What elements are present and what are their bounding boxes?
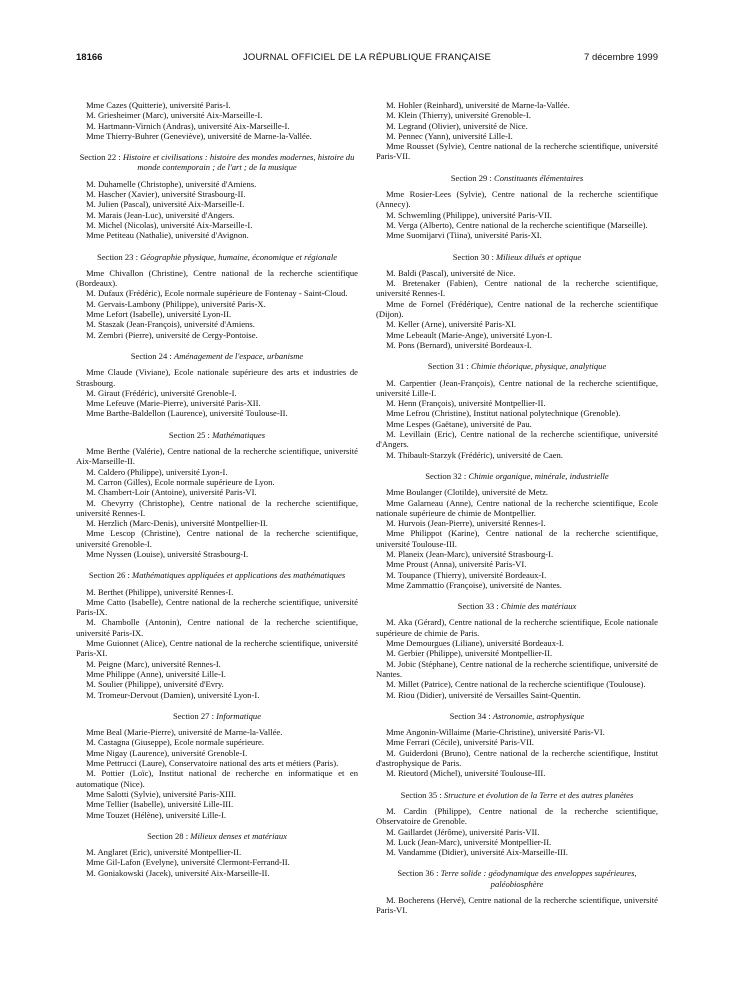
appointee-entry: M. Giraut (Frédéric), université Grenoble-I. [86, 387, 237, 398]
appointee-entry: M. Gerbier (Philippe), université Montpellier-II. [386, 648, 553, 659]
appointee-entry: M. Thibault-Starzyk (Frédéric), université de Caen. [386, 449, 563, 460]
appointee-entry: M. Michel (Nicolas), université Aix-Marseille-I. [86, 219, 253, 230]
section-block [376, 173, 658, 241]
appointee-entry: M. Riou (Didier), université de Versailles Saint-Quentin. [386, 689, 581, 700]
appointee-entry: M. Goniakowski (Jacek), université Aix-Marseille-II. [86, 867, 270, 878]
section-block [76, 351, 358, 419]
section-block [376, 471, 658, 590]
appointee-entry: M. Hartmann-Virnich (Andras), université Aix-Marseille-I. [86, 120, 290, 131]
appointee-entry: Mme Tellier (Isabelle), université Lille-III. [86, 799, 234, 810]
appointee-entry: Mme Barthe-Baldellon (Laurence), université Toulouse-II. [86, 408, 288, 419]
section-title: Terre solide : géodynamique des enveloppes supérieures, paléobiosphère [440, 868, 637, 889]
appointee-entry: Mme Lebeault (Marie-Ange), université Lyon-I. [386, 329, 553, 340]
section-label: Section 34 : [449, 710, 491, 721]
appointee-entry: M. Hohler (Reinhard), université de Marne-la-Vallée. [386, 100, 570, 110]
section-label: Section 27 : [172, 710, 215, 721]
appointee-entry: Mme Ferrari (Cécile), université Paris-VII. [386, 737, 534, 748]
section-title: Milieux denses et matériaux [190, 830, 287, 841]
appointee-entry: M. Griesheimer (Marc), université Aix-Marseille-I. [86, 110, 263, 121]
appointee-entry: M. Duhamelle (Christophe), université d'Amiens. [86, 178, 257, 189]
section-block [76, 831, 358, 878]
appointee-entry: M. Hascher (Xavier), université Strasbourg-II. [86, 189, 246, 200]
section-label: Section 23 : [96, 251, 138, 262]
page-header [76, 52, 658, 66]
section-block [376, 100, 658, 162]
appointee-entry: Mme Berthe (Valérie), Centre national de la recherche scientifique, université Aix-Marseille-II. [76, 446, 358, 467]
appointee-entry: Mme Proust (Anna), université Paris-VI. [386, 559, 527, 570]
section-heading [76, 570, 358, 580]
section-heading [376, 173, 658, 183]
section-label: Section 25 : [168, 429, 210, 440]
appointee-entry: M. Julien (Pascal), université Aix-Marseille-I. [86, 199, 245, 210]
appointee-entry: M. Chambert-Loir (Antoine), université Paris-VI. [86, 487, 257, 498]
appointee-entry: Mme Lefeuve (Marie-Pierre), université Paris-XII. [86, 398, 261, 409]
section-title: Informatique [216, 710, 262, 721]
section-label: Section 31 : [427, 361, 469, 372]
appointee-entry: M. Keller (Arne), université Paris-XI. [386, 319, 517, 330]
section-heading [76, 831, 358, 841]
section-label: Section 24 : [130, 350, 172, 361]
appointee-entry: M. Herzlich (Marc-Denis), université Montpellier-II. [86, 518, 268, 529]
section-title: Milieux dilués et optique [496, 251, 582, 262]
appointee-entry: M. Peigne (Marc), université Rennes-I. [86, 658, 221, 669]
appointee-entry: M. Schwemling (Philippe), université Paris-VII. [386, 209, 552, 220]
appointee-entry: Mme Gil-Lafon (Evelyne), université Clermont-Ferrand-II. [86, 857, 290, 868]
appointee-entry: Mme Cazes (Quitterie), université Paris-I. [86, 100, 231, 110]
appointee-entry: M. Baldi (Pascal), université de Nice. [386, 267, 516, 278]
appointee-entry: M. Anglaret (Eric), université Montpellier-II. [86, 847, 242, 858]
appointee-entry: Mme Rosier-Lees (Sylvie), Centre national de la recherche scientifique (Annecy). [376, 189, 658, 210]
appointee-entry: Mme Philippe (Anne), université Lille-I. [86, 668, 226, 679]
appointee-entry: M. Gervais-Lambony (Philippe), université Paris-X. [86, 298, 266, 309]
appointee-entry: Mme Nigay (Laurence), université Grenoble-I. [86, 747, 248, 758]
appointee-entry: M. Verga (Alberto), Centre national de la recherche scientifique (Marseille). [386, 219, 648, 230]
appointee-entry: M. Castagna (Giuseppe), Ecole normale supérieure. [86, 737, 265, 748]
appointee-entry: Mme de Fornel (Frédérique), Centre national de la recherche scientifique (Dijon). [376, 298, 658, 320]
section-block [76, 100, 358, 141]
section-heading [76, 252, 358, 262]
appointee-entry: Mme Galarneau (Anne), Centre national de la recherche scientifique, Ecole nationale supérieure de chimie de Montpellier. [376, 497, 658, 518]
appointee-entry: M. Dufaux (Frédéric), Ecole normale supérieure de Fontenay - Saint-Cloud. [86, 288, 348, 299]
appointee-entry: Mme Thierry-Buhrer (Geneviève), université de Marne-la-Vallée. [86, 130, 312, 141]
appointee-entry: Mme Boulanger (Clotilde), université de Metz. [386, 487, 549, 498]
appointee-entry: Mme Demourgues (Liliane), université Bordeaux-I. [386, 638, 564, 649]
appointee-entry: M. Tromeur-Dervout (Damien), université Lyon-I. [86, 689, 260, 700]
appointee-entry: M. Luck (Jean-Marc), université Montpellier-II. [386, 836, 552, 847]
appointee-entry: M. Levillain (Eric), Centre national de la recherche scientifique, université d'Angers. [376, 429, 658, 450]
appointee-entry: M. Staszak (Jean-François), université d'Amiens. [86, 319, 255, 330]
section-title: Aménagement de l'espace, urbanisme [173, 350, 304, 361]
appointee-entry: Mme Catto (Isabelle), Centre national de la recherche scientifique, université Paris-IX. [76, 596, 358, 618]
section-block [76, 252, 358, 340]
section-label: Section 22 : [79, 152, 121, 163]
appointee-entry: M. Aka (Gérard), Centre national de la recherche scientifique, Ecole nationale supérieure de chimie de Paris. [376, 617, 658, 638]
section-title: Mathématiques [212, 429, 266, 440]
appointee-entry: Mme Nyssen (Louise), université Strasbourg-I. [86, 548, 249, 559]
left-column [76, 100, 358, 889]
appointee-entry: M. Henn (François), université Montpellier-II. [386, 398, 546, 409]
section-block [76, 570, 358, 700]
appointee-entry: M. Pottier (Loïc), Institut national de recherche en informatique et en automatique (Nice). [76, 768, 358, 789]
section-label: Section 35 : [400, 789, 442, 800]
appointee-entry: M. Guiderdoni (Bruno), Centre national de la recherche scientifique, Institut d'astrophysique de Paris. [376, 747, 658, 769]
section-block [376, 601, 658, 700]
appointee-entry: M. Hurvois (Jean-Pierre), université Rennes-I. [386, 518, 546, 529]
section-block [376, 868, 658, 915]
right-column [376, 100, 658, 927]
section-heading [76, 711, 358, 721]
appointee-entry: M. Carron (Gilles), Ecole normale supérieure de Lyon. [86, 476, 275, 487]
section-title: Astronomie, astrophysique [492, 710, 585, 721]
appointee-entry: M. Pons (Bernard), université Bordeaux-I. [386, 339, 532, 350]
section-label: Section 36 : [397, 868, 439, 879]
appointee-entry: M. Carpentier (Jean-François), Centre national de la recherche scientifique, université Lille-I. [376, 377, 658, 398]
appointee-entry: M. Bretenaker (Fabien), Centre national de la recherche scientifique, université Rennes-I. [376, 278, 658, 299]
appointee-entry: M. Vandamme (Didier), université Aix-Marseille-III. [386, 847, 568, 858]
appointee-entry: Mme Rousset (Sylvie), Centre national de la recherche scientifique, université Paris-VII. [376, 141, 658, 162]
issue-date: 7 décembre 1999 [584, 52, 658, 63]
section-heading [76, 152, 358, 173]
section-heading [376, 711, 658, 721]
appointee-entry: Mme Angonin-Willaime (Marie-Christine), université Paris-VI. [386, 727, 605, 738]
journal-title: JOURNAL OFFICIEL DE LA RÉPUBLIQUE FRANÇAISE [242, 52, 492, 63]
appointee-entry: M. Soulier (Philippe), université d'Evry. [86, 679, 224, 690]
appointee-entry: M. Chevyrry (Christophe), Centre national de la recherche scientifique, université Rennes-I. [76, 497, 358, 518]
section-block [76, 711, 358, 820]
appointee-entry: Mme Petiteau (Nathalie), université d'Avignon. [86, 230, 249, 241]
appointee-entry: M. Rieutord (Michel), université Toulouse-III. [386, 768, 546, 779]
section-title: Constituants élémentaires [494, 172, 584, 183]
appointee-entry: Mme Touzet (Hélène), université Lille-I. [86, 809, 227, 820]
section-title: Histoire et civilisations : histoire des mondes modernes, histoire du monde contemporain ; de l'art ; de la musique [122, 152, 355, 173]
section-heading [376, 601, 658, 611]
section-title: Chimie des matériaux [500, 601, 577, 612]
section-block [76, 430, 358, 560]
section-label: Section 30 : [452, 251, 494, 262]
appointee-entry: Mme Claude (Viviane), Ecole nationale supérieure des arts et industries de Strasbourg. [76, 367, 358, 388]
section-block [376, 711, 658, 779]
section-block [376, 252, 658, 351]
appointee-entry: M. Klein (Thierry), université Grenoble-I. [386, 110, 531, 121]
appointee-entry: Mme Pettrucci (Laure), Conservatoire national des arts et métiers (Paris). [86, 758, 339, 769]
appointee-entry: Mme Lefrou (Christine), Institut national polytechnique (Grenoble). [386, 408, 621, 419]
appointee-entry: Mme Lefort (Isabelle), université Lyon-II. [86, 309, 232, 320]
page-number: 18166 [76, 52, 103, 63]
appointee-entry: Mme Suomijarvi (Tiina), université Paris-XI. [386, 230, 542, 241]
appointee-entry: M. Berthet (Philippe), université Rennes-I. [86, 586, 234, 597]
section-heading [76, 430, 358, 440]
section-title: Structure et évolution de la Terre et des autres planètes [443, 789, 634, 800]
appointee-entry: M. Legrand (Olivier), université de Nice. [386, 120, 528, 131]
section-block [376, 790, 658, 858]
appointee-entry: M. Pennec (Yann), université Lille-I. [386, 130, 513, 141]
appointee-entry: M. Caldero (Philippe), université Lyon-I. [86, 466, 228, 477]
appointee-entry: Mme Lescop (Christine), Centre national de la recherche scientifique, université Grenoble-I. [76, 528, 358, 549]
section-heading [376, 361, 658, 371]
appointee-entry: M. Planeix (Jean-Marc), université Strasbourg-I. [386, 548, 554, 559]
section-label: Section 28 : [147, 830, 189, 841]
section-title: Géographie physique, humaine, économique et régionale [140, 251, 338, 262]
section-block [76, 152, 358, 240]
section-block [376, 361, 658, 460]
section-title: Chimie organique, minérale, industrielle [468, 470, 609, 481]
appointee-entry: Mme Zammattio (Françoise), université de Nantes. [386, 579, 562, 590]
appointee-entry: Mme Lespes (Gaëtane), université de Pau. [386, 418, 532, 429]
appointee-entry: Mme Beal (Marie-Pierre), université de Marne-la-Vallée. [86, 727, 283, 738]
appointee-entry: M. Gaillardet (Jérôme), université Paris-VII. [386, 826, 540, 837]
appointee-entry: Mme Guionnet (Alice), Centre national de la recherche scientifique, université Paris-XI. [76, 638, 358, 659]
section-heading [376, 790, 658, 800]
appointee-entry: M. Bocherens (Hervé), Centre national de la recherche scientifique, université Paris-VI. [376, 895, 658, 916]
appointee-entry: M. Cardin (Philippe), Centre national de la recherche scientifique, Observatoire de Grenoble. [376, 805, 658, 827]
section-title: Mathématiques appliquées et applications des mathématiques [132, 570, 346, 581]
section-label: Section 29 : [450, 172, 492, 183]
appointee-entry: Mme Philippot (Karine), Centre national de la recherche scientifique, université Toulouse-III. [376, 528, 658, 549]
section-heading [376, 252, 658, 262]
appointee-entry: Mme Salotti (Sylvie), université Paris-XIII. [86, 788, 236, 799]
section-heading [76, 351, 358, 361]
section-label: Section 32 : [425, 470, 467, 481]
appointee-entry: M. Marais (Jean-Luc), université d'Angers. [86, 209, 235, 220]
section-label: Section 33 : [457, 601, 499, 612]
section-heading [376, 868, 658, 889]
appointee-entry: M. Chambolle (Antonin), Centre national de la recherche scientifique, université Paris-IX. [76, 617, 358, 638]
appointee-entry: M. Millet (Patrice), Centre national de la recherche scientifique (Toulouse). [386, 679, 646, 690]
appointee-entry: Mme Chivallon (Christine), Centre national de la recherche scientifique (Bordeaux). [76, 267, 358, 289]
section-title: Chimie théorique, physique, analytique [470, 361, 607, 372]
section-heading [376, 471, 658, 481]
appointee-entry: M. Toupance (Thierry), université Bordeaux-I. [386, 569, 547, 580]
appointee-entry: M. Zembri (Pierre), université de Cergy-Pontoise. [86, 329, 258, 340]
appointee-entry: M. Jobic (Stéphane), Centre national de la recherche scientifique, université de Nantes. [376, 658, 658, 679]
section-label: Section 26 : [88, 570, 130, 581]
